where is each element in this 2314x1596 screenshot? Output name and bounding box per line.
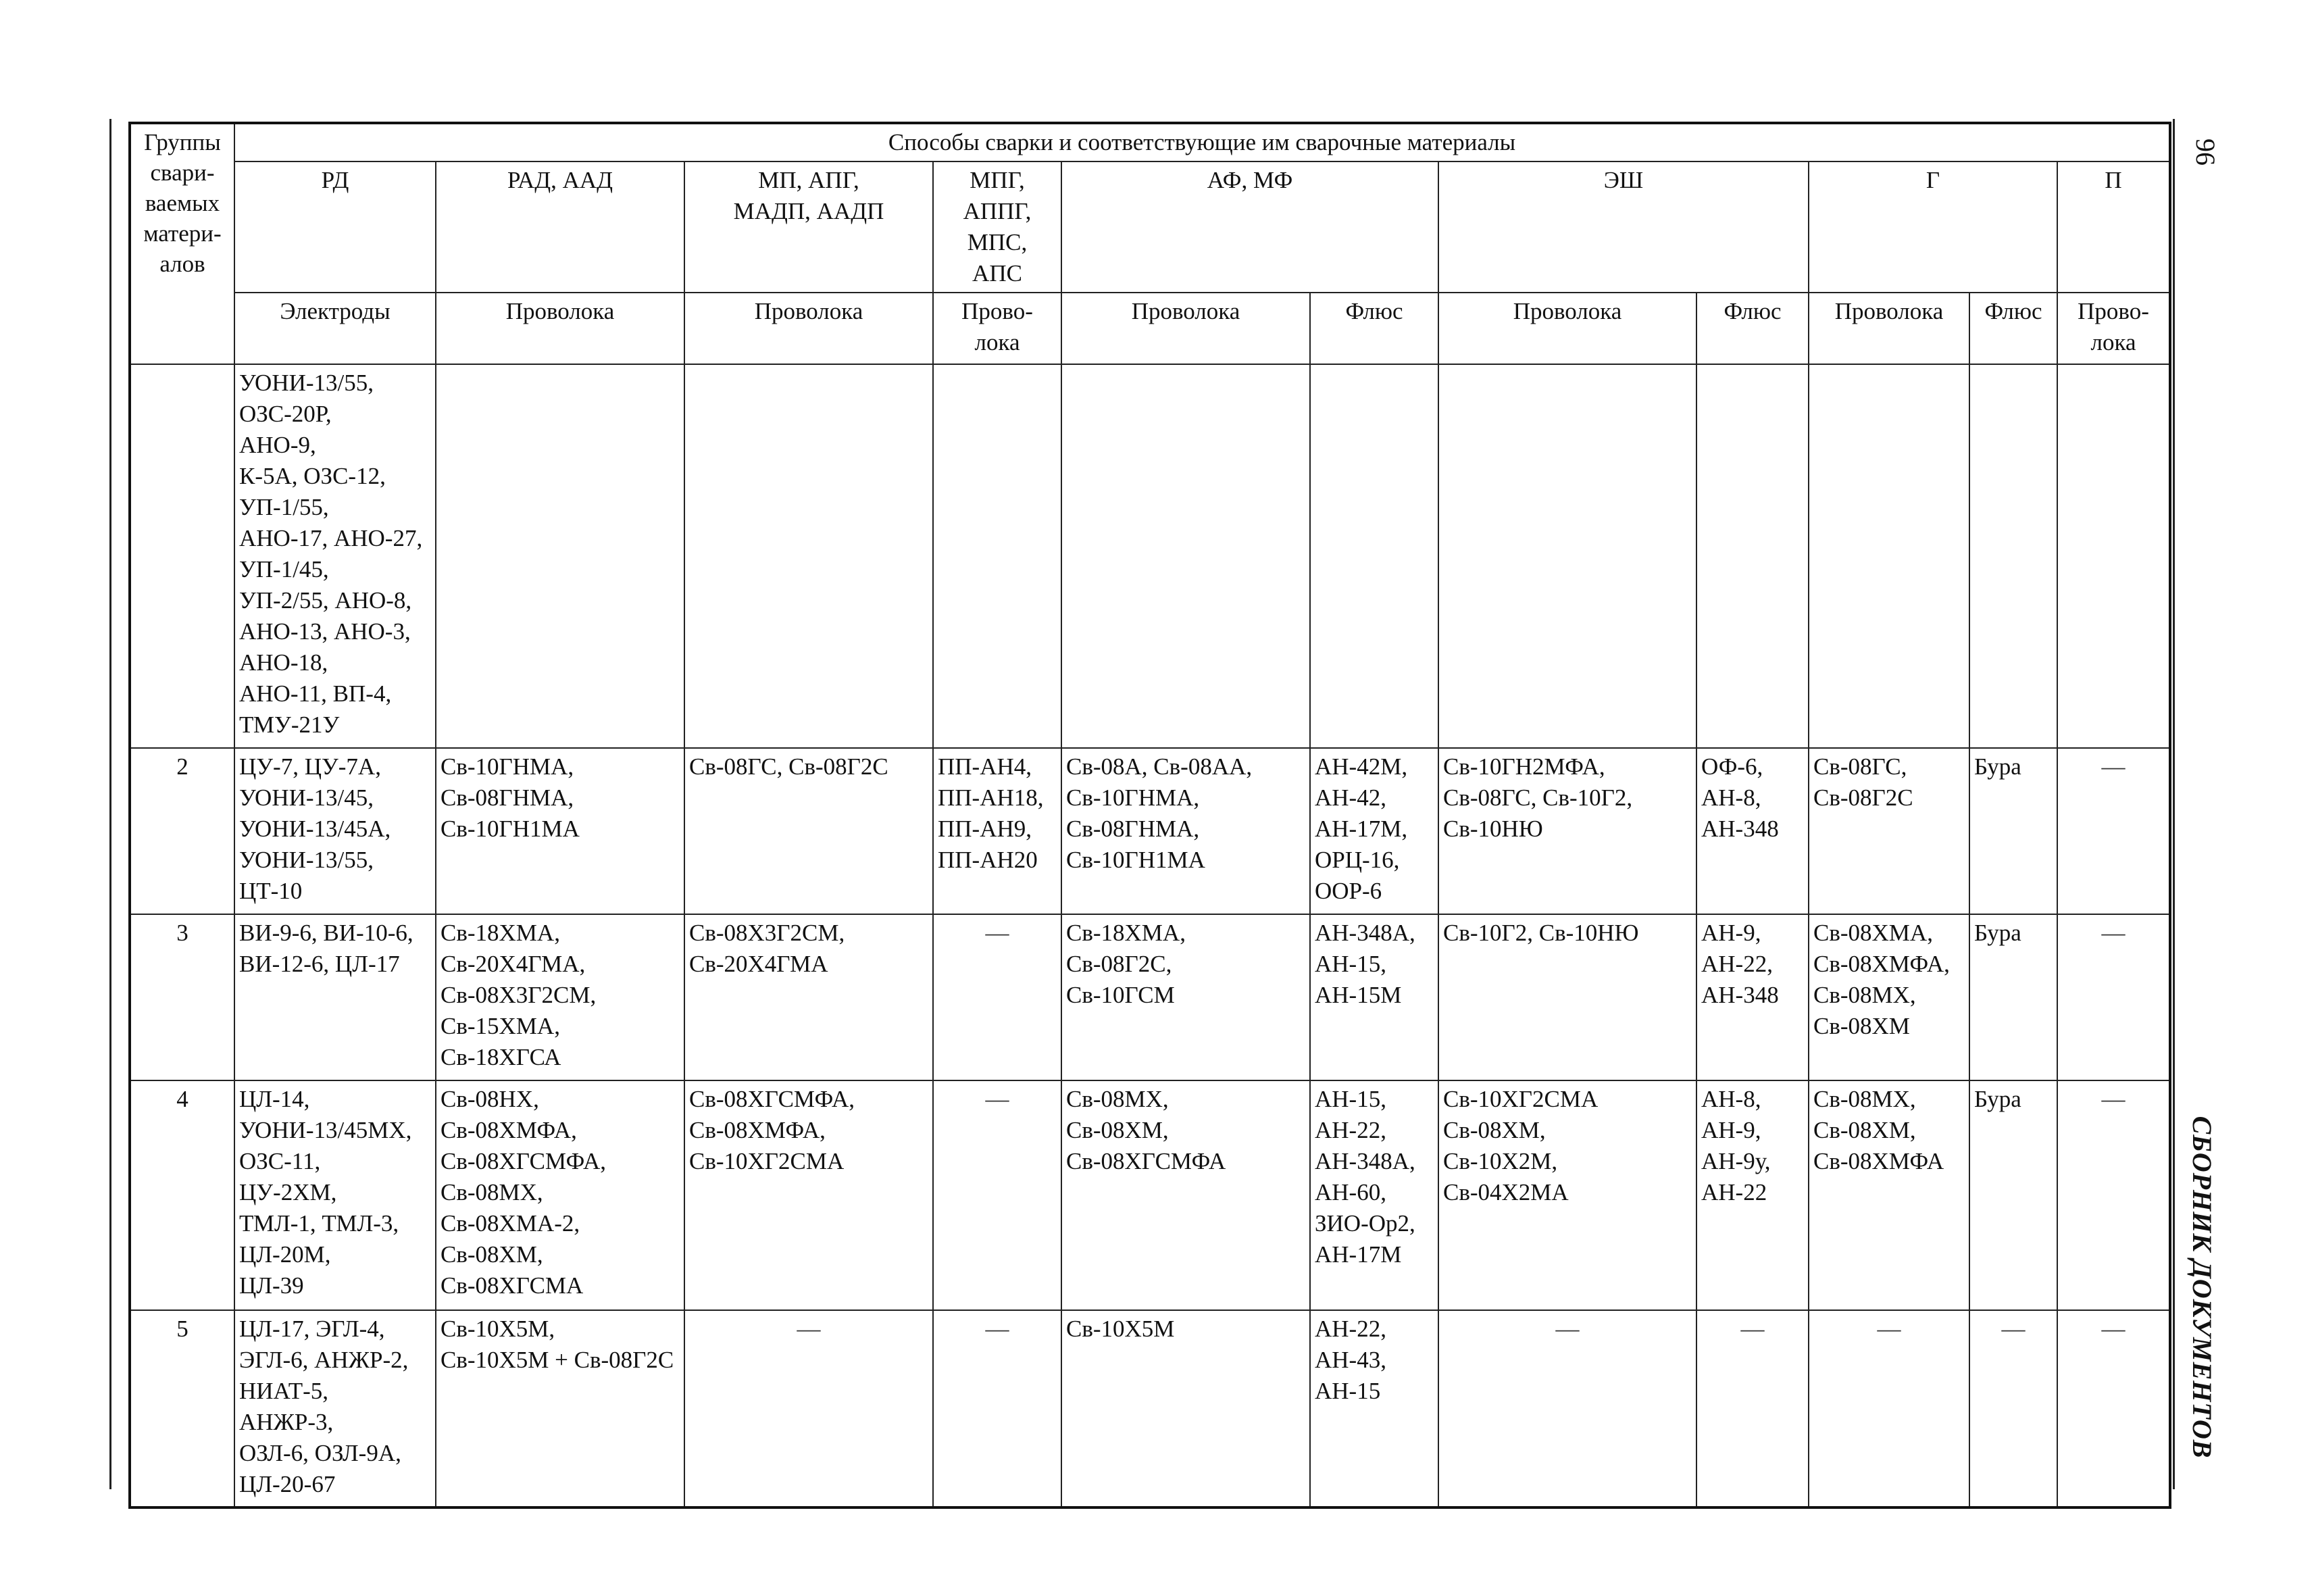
groups-header (130, 123, 234, 364)
cell-line: АН-43, (1315, 1347, 1386, 1373)
cell-line: УОНИ-13/55, (239, 847, 374, 873)
cell-mp-wire (684, 914, 933, 1080)
cell-g-wire (1809, 748, 1969, 914)
cell-line: Св-08НХ, (441, 1086, 539, 1112)
cell-line: Проволока (1513, 298, 1622, 324)
cell-esh-flux (1696, 914, 1809, 1080)
cell-line: Св-08ХМ, (441, 1241, 543, 1268)
cell-rd-electrodes (234, 1080, 436, 1310)
cell-line: АН-60, (1315, 1179, 1386, 1205)
cell-line: Св-20Х4ГМА (689, 951, 828, 977)
cell-line: Св-08ГС, Св-08Г2С (689, 753, 888, 780)
cell-line: АН-348 (1701, 816, 1779, 842)
cell-af-wire (1061, 1310, 1310, 1507)
cell-line: Св-08ХМФА, (441, 1117, 577, 1143)
material-header-esh-wire (1438, 293, 1696, 364)
cell-line: Прово- (2078, 298, 2149, 324)
table-row (130, 1080, 2170, 1310)
cell-line: Св-08ГНМА, (1066, 816, 1200, 842)
cell-line: Группы (144, 129, 221, 155)
cell-esh-wire (1438, 1080, 1696, 1310)
cell-line: — (985, 1086, 1009, 1112)
cell-line: — (2101, 1316, 2126, 1342)
left-margin-rule (109, 119, 111, 1489)
cell-line: Св-10Г2, Св-10НЮ (1443, 920, 1639, 946)
cell-line: Св-20Х4ГМА, (441, 951, 586, 977)
cell-p-wire (2057, 1310, 2170, 1507)
cell-line: Бура (1974, 753, 2021, 780)
cell-af-flux (1310, 748, 1438, 914)
cell-line: АН-42, (1315, 784, 1386, 811)
cell-line: Св-08А, Св-08АА, (1066, 753, 1253, 780)
cell-line: АН-22, (1315, 1316, 1386, 1342)
page-number: 96 (2190, 139, 2221, 166)
process-header-rad (436, 161, 684, 293)
cell-line: Св-08ХМФА (1813, 1148, 1944, 1174)
cell-g-wire (1809, 914, 1969, 1080)
collection-title: СБОРНИК ДОКУМЕНТОВ (2187, 1116, 2218, 1459)
cell-line: МПС, (967, 229, 1028, 255)
cell-line: Бура (1974, 920, 2021, 946)
cell-line: — (1740, 1316, 1765, 1342)
cell-line: Св-08ГС, (1813, 753, 1907, 780)
cell-rad-wire (436, 748, 684, 914)
material-header-af-flux (1310, 293, 1438, 364)
cell-af-flux (1310, 914, 1438, 1080)
process-header-mp (684, 161, 933, 293)
cell-line: ТМЛ-1, ТМЛ-3, (239, 1210, 399, 1237)
cell-line: РАД, ААД (507, 167, 613, 193)
cell-line: лока (2090, 329, 2136, 355)
cell-g-flux (1969, 914, 2057, 1080)
cell-line: АФ, МФ (1207, 167, 1293, 193)
cell-line: Св-08МХ, (441, 1179, 543, 1205)
cell-line: Св-08ГНМА, (441, 784, 574, 811)
cell-line: АН-17М, (1315, 816, 1408, 842)
cell-line: алов (159, 251, 205, 277)
cell-line: АНО-17, АНО-27, (239, 525, 423, 551)
cell-af-wire (1061, 748, 1310, 914)
cell-line: УОНИ-13/45, (239, 784, 374, 811)
cell-rad-wire (436, 1080, 684, 1310)
cell-mp-wire (684, 1310, 933, 1507)
material-header-esh-flux (1696, 293, 1809, 364)
cell-line: АН-22, (1701, 951, 1773, 977)
cell-esh-flux (1696, 748, 1809, 914)
cell-line: Св-08ХМ (1813, 1013, 1910, 1039)
methods-header: Способы сварки и соответствующие им сварочные материалы (234, 123, 2170, 161)
cell-line: УП-1/55, (239, 494, 329, 520)
cell-mpg-wire (933, 1310, 1061, 1507)
cell-line: АН-17М (1315, 1241, 1402, 1268)
cell-af-flux (1310, 1310, 1438, 1507)
cell-line: Св-08Г2С, (1066, 951, 1172, 977)
cell-rad-wire (436, 364, 684, 748)
cell-line: ПП-АН9, (938, 816, 1032, 842)
cell-esh-wire (1438, 364, 1696, 748)
cell-line: Св-10Х5М (1066, 1316, 1175, 1342)
cell-line: АН-9у, (1701, 1148, 1771, 1174)
cell-line: ОЗС-20Р, (239, 401, 332, 427)
cell-line: — (985, 1316, 1009, 1342)
cell-line: АНО-11, ВП-4, (239, 680, 392, 707)
cell-line: Св-10Х5М, (441, 1316, 555, 1342)
cell-line: Бура (1974, 1086, 2021, 1112)
cell-line: РД (321, 167, 349, 193)
cell-line: Св-04Х2МА (1443, 1179, 1569, 1205)
cell-mp-wire (684, 364, 933, 748)
cell-line: ЦУ-7, ЦУ-7А, (239, 753, 381, 780)
cell-line: Св-10ГНМА, (1066, 784, 1200, 811)
cell-line: ЭГЛ-6, АНЖР-2, (239, 1347, 409, 1373)
process-header-rd (234, 161, 436, 293)
cell-line: — (2101, 920, 2126, 946)
cell-line: АПС (972, 260, 1022, 286)
cell-line: МП, АПГ, (758, 167, 859, 193)
cell-line: АН-348А, (1315, 1148, 1415, 1174)
cell-line: ЦЛ-17, ЭГЛ-4, (239, 1316, 385, 1342)
cell-line: АН-348 (1701, 982, 1779, 1008)
cell-line: АН-8, (1701, 784, 1761, 811)
cell-line: Св-08ХМ, (1066, 1117, 1169, 1143)
cell-line: ЦУ-2ХМ, (239, 1179, 337, 1205)
cell-line: АН-15М (1315, 982, 1402, 1008)
cell-line: — (2101, 753, 2126, 780)
cell-line: матери- (143, 220, 222, 247)
cell-g-flux (1969, 748, 2057, 914)
cell-line: — (2001, 1316, 2026, 1342)
cell-line: ЦЛ-20М, (239, 1241, 331, 1268)
cell-line: АН-9, (1701, 920, 1761, 946)
cell-line: ВИ-9-6, ВИ-10-6, (239, 920, 413, 946)
material-header-g-wire (1809, 293, 1969, 364)
cell-line: АН-22 (1701, 1179, 1767, 1205)
cell-line: АНО-9, (239, 432, 316, 458)
cell-line: УП-2/55, АНО-8, (239, 587, 412, 614)
cell-line: Св-10Х5М + Св-08Г2С (441, 1347, 674, 1373)
material-header-mpg (933, 293, 1061, 364)
material-header-rad (436, 293, 684, 364)
cell-line: Проволока (754, 298, 863, 324)
cell-line: Св-15ХМА, (441, 1013, 560, 1039)
cell-line: ООР-6 (1315, 878, 1382, 904)
group-number-cell: 5 (130, 1310, 234, 1507)
cell-line: НИАТ-5, (239, 1378, 329, 1404)
cell-line: П (2105, 167, 2122, 193)
table-row (130, 748, 2170, 914)
cell-mpg-wire (933, 1080, 1061, 1310)
cell-p-wire (2057, 1080, 2170, 1310)
process-header-esh (1438, 161, 1809, 293)
cell-line: Св-08ХГСМА (441, 1272, 584, 1299)
cell-line: Св-08ГС, Св-10Г2, (1443, 784, 1633, 811)
cell-g-wire (1809, 364, 1969, 748)
cell-line: Св-18ХМА, (1066, 920, 1186, 946)
cell-line: АН-15, (1315, 1086, 1386, 1112)
cell-esh-flux (1696, 1310, 1809, 1507)
cell-line: Св-08МХ, (1813, 982, 1916, 1008)
cell-line: АН-42М, (1315, 753, 1408, 780)
cell-line: — (797, 1316, 821, 1342)
cell-p-wire (2057, 748, 2170, 914)
cell-mp-wire (684, 748, 933, 914)
cell-line: Св-08ХМФА, (1813, 951, 1950, 977)
cell-esh-wire (1438, 748, 1696, 914)
group-number-cell: 2 (130, 748, 234, 914)
cell-line: АН-15, (1315, 951, 1386, 977)
cell-line: Св-10ХГ2СМА (689, 1148, 845, 1174)
material-header-g-flux (1969, 293, 2057, 364)
cell-esh-flux (1696, 1080, 1809, 1310)
table-row (130, 1310, 2170, 1507)
cell-line: Св-10НЮ (1443, 816, 1543, 842)
cell-g-flux (1969, 364, 2057, 748)
cell-line: Св-08Х3Г2СМ, (441, 982, 597, 1008)
cell-line: Св-08ХМ, (1813, 1117, 1916, 1143)
cell-line: Св-18ХМА, (441, 920, 560, 946)
cell-rd-electrodes (234, 914, 436, 1080)
process-header-af (1061, 161, 1438, 293)
cell-line: УОНИ-13/45А, (239, 816, 391, 842)
cell-p-wire (2057, 364, 2170, 748)
cell-line: ОРЦ-16, (1315, 847, 1400, 873)
process-header-mpg (933, 161, 1061, 293)
cell-esh-wire (1438, 914, 1696, 1080)
cell-line: свари- (150, 159, 215, 186)
cell-line: Проволока (505, 298, 615, 324)
cell-af-wire (1061, 364, 1310, 748)
cell-line: Св-08Х3Г2СМ, (689, 920, 845, 946)
cell-line: ПП-АН18, (938, 784, 1044, 811)
cell-line: — (985, 920, 1009, 946)
cell-line: ЦЛ-14, (239, 1086, 310, 1112)
group-number-cell: 3 (130, 914, 234, 1080)
cell-line: ЦТ-10 (239, 878, 303, 904)
cell-rd-electrodes (234, 1310, 436, 1507)
table-row (130, 364, 2170, 748)
material-header-rd (234, 293, 436, 364)
cell-line: Св-08МХ, (1066, 1086, 1169, 1112)
cell-line: АН-9, (1701, 1117, 1761, 1143)
cell-g-flux (1969, 1310, 2057, 1507)
cell-af-wire (1061, 1080, 1310, 1310)
cell-line: Св-10ГН1МА (1066, 847, 1205, 873)
material-header-p-wire (2057, 293, 2170, 364)
cell-line: — (2101, 1086, 2126, 1112)
cell-line: МПГ, (970, 167, 1025, 193)
cell-line: Св-10ГН2МФА, (1443, 753, 1605, 780)
cell-line: Св-08ХГСМФА, (689, 1086, 855, 1112)
group-number-cell: 4 (130, 1080, 234, 1310)
cell-p-wire (2057, 914, 2170, 1080)
cell-line: ЦЛ-39 (239, 1272, 304, 1299)
cell-line: — (1877, 1316, 1901, 1342)
cell-line: Св-10ГН1МА (441, 816, 580, 842)
cell-line: ОЗЛ-6, ОЗЛ-9А, (239, 1440, 401, 1466)
cell-line: ЭШ (1603, 167, 1644, 193)
cell-line: УОНИ-13/45МХ, (239, 1117, 412, 1143)
cell-line: Св-08МХ, (1813, 1086, 1916, 1112)
cell-line: ЦЛ-20-67 (239, 1471, 336, 1497)
cell-line: Св-08ХМФА, (689, 1117, 826, 1143)
cell-line: АНО-13, АНО-3, (239, 618, 411, 645)
cell-line: Проволока (1834, 298, 1944, 324)
welding-materials-table (128, 122, 2171, 1509)
cell-line: Св-08Г2С (1813, 784, 1913, 811)
cell-line: — (1555, 1316, 1580, 1342)
cell-line: АН-8, (1701, 1086, 1761, 1112)
cell-line: Св-08ХГСМФА, (441, 1148, 607, 1174)
cell-line: Св-10Х2М, (1443, 1148, 1558, 1174)
cell-line: ПП-АН4, (938, 753, 1032, 780)
cell-line: ОЗС-11, (239, 1148, 321, 1174)
cell-line: лока (974, 329, 1020, 355)
cell-line: АН-22, (1315, 1117, 1386, 1143)
process-header-p (2057, 161, 2170, 293)
cell-line: АППГ, (963, 198, 1032, 224)
cell-line: АНО-18, (239, 649, 328, 676)
cell-af-flux (1310, 364, 1438, 748)
cell-g-flux (1969, 1080, 2057, 1310)
cell-line: ТМУ-21У (239, 712, 340, 738)
table-row (130, 914, 2170, 1080)
cell-mp-wire (684, 1080, 933, 1310)
material-header-af-wire (1061, 293, 1310, 364)
cell-line: АН-15 (1315, 1378, 1381, 1404)
cell-line: УП-1/45, (239, 556, 329, 582)
material-header-mp (684, 293, 933, 364)
cell-line: Св-10ГНМА, (441, 753, 574, 780)
cell-line: Прово- (961, 298, 1033, 324)
cell-line: АНЖР-3, (239, 1409, 334, 1435)
cell-line: Электроды (280, 298, 391, 324)
cell-line: Г (1926, 167, 1940, 193)
cell-line: Флюс (1984, 298, 2042, 324)
cell-rad-wire (436, 1310, 684, 1507)
cell-rd-electrodes (234, 364, 436, 748)
group-number-cell (130, 364, 234, 748)
cell-line: ВИ-12-6, ЦЛ-17 (239, 951, 400, 977)
cell-line: Св-08ХМА-2, (441, 1210, 580, 1237)
cell-esh-wire (1438, 1310, 1696, 1507)
cell-line: МАДП, ААДП (733, 198, 884, 224)
cell-line: АН-348А, (1315, 920, 1415, 946)
cell-af-flux (1310, 1080, 1438, 1310)
cell-line: ОФ-6, (1701, 753, 1763, 780)
cell-line: ЗИО-Ор2, (1315, 1210, 1415, 1237)
cell-line: Св-08ХГСМФА (1066, 1148, 1226, 1174)
cell-esh-flux (1696, 364, 1809, 748)
cell-g-wire (1809, 1080, 1969, 1310)
cell-mpg-wire (933, 748, 1061, 914)
cell-rd-electrodes (234, 748, 436, 914)
cell-line: Св-08ХМА, (1813, 920, 1933, 946)
cell-line: Флюс (1724, 298, 1782, 324)
process-header-g (1809, 161, 2057, 293)
cell-rad-wire (436, 914, 684, 1080)
cell-g-wire (1809, 1310, 1969, 1507)
cell-line: Флюс (1345, 298, 1403, 324)
cell-af-wire (1061, 914, 1310, 1080)
cell-line: К-5А, ОЗС-12, (239, 463, 386, 489)
cell-line: ПП-АН20 (938, 847, 1038, 873)
cell-line: Св-10ХГ2СМА (1443, 1086, 1599, 1112)
cell-line: Св-10ГСМ (1066, 982, 1175, 1008)
cell-line: Проволока (1131, 298, 1240, 324)
cell-line: Св-08ХМ, (1443, 1117, 1546, 1143)
cell-line: ваемых (145, 190, 220, 216)
cell-mpg-wire (933, 914, 1061, 1080)
cell-line: Св-18ХГСА (441, 1044, 561, 1070)
right-margin-rule (2173, 119, 2175, 1489)
cell-line: УОНИ-13/55, (239, 370, 374, 396)
cell-mpg-wire (933, 364, 1061, 748)
